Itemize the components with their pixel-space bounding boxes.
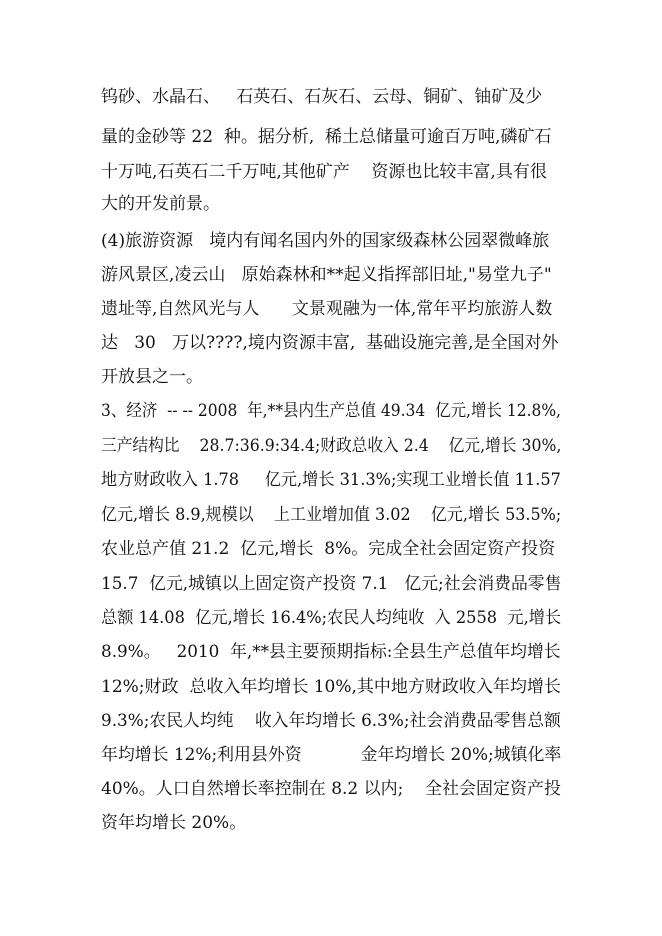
text-line: 8.9%。 2010 年,**县主要预期指标:全县生产总值年均增长 [101,642,561,662]
text-line: 亿元,增长 8.9,规模以 上工业增加值 3.02 亿元,增长 53.5%; [101,505,562,525]
text-line: 开放县之一。 [101,367,203,387]
text-line: 40%。人口自然增长率控制在 8.2 以内; 全社会固定资产投 [101,779,561,799]
text-line: 达 30 万以????,境内资源丰富, 基础设施完善,是全国对外 [101,333,559,353]
text-line: 十万吨,石英石二千万吨,其他矿产 资源也比较丰富,具有很 [101,162,547,182]
text-line: 年均增长 12%;利用县外资 金年均增长 20%;城镇化率 [101,745,562,765]
text-line: 游风景区,凌云山 原始森林和**起义指挥部旧址,"易堂九子" [101,265,552,285]
text-line: 遗址等,自然风光与人 文景观融为一体,常年平均旅游人数 [101,299,553,319]
text-line: 12%;财政 总收入年均增长 10%,其中地方财政收入年均增长 [101,677,561,697]
text-line: 三产结构比 28.7:36.9:34.4;财政总收入 2.4 亿元,增长 30%, [101,436,562,456]
text-line: 地方财政收入 1.78 亿元,增长 31.3%;实现工业增长值 11.57 [101,470,561,490]
text-line: 总额 14.08 亿元,增长 16.4%;农民人均纯收 入 2558 元,增长 [101,608,562,628]
text-line: (4)旅游资源 境内有闻名国内外的国家级森林公园翠微峰旅 [101,231,550,251]
text-line: 量的金砂等 22 种。据分析, 稀土总储量可逾百万吨,磷矿石 [101,127,552,147]
text-line: 农业总产值 21.2 亿元,增长 8%。完成全社会固定资产投资 [101,539,556,559]
text-line: 15.7 亿元,城镇以上固定资产投资 7.1 亿元;社会消费品零售 [101,574,562,594]
text-line: 资年均增长 20%。 [101,813,247,833]
text-line: 大的开发前景。 [101,194,220,214]
text-line: 钨砂、水晶石、 石英石、石灰石、云母、铜矿、铀矿及少 [101,87,543,107]
text-line: 3、经济 -- -- 2008 年,**县内生产总值 49.34 亿元,增长 12.8%, [101,401,561,421]
text-line: 9.3%;农民人均纯 收入年均增长 6.3%;社会消费品零售总额 [101,711,561,731]
